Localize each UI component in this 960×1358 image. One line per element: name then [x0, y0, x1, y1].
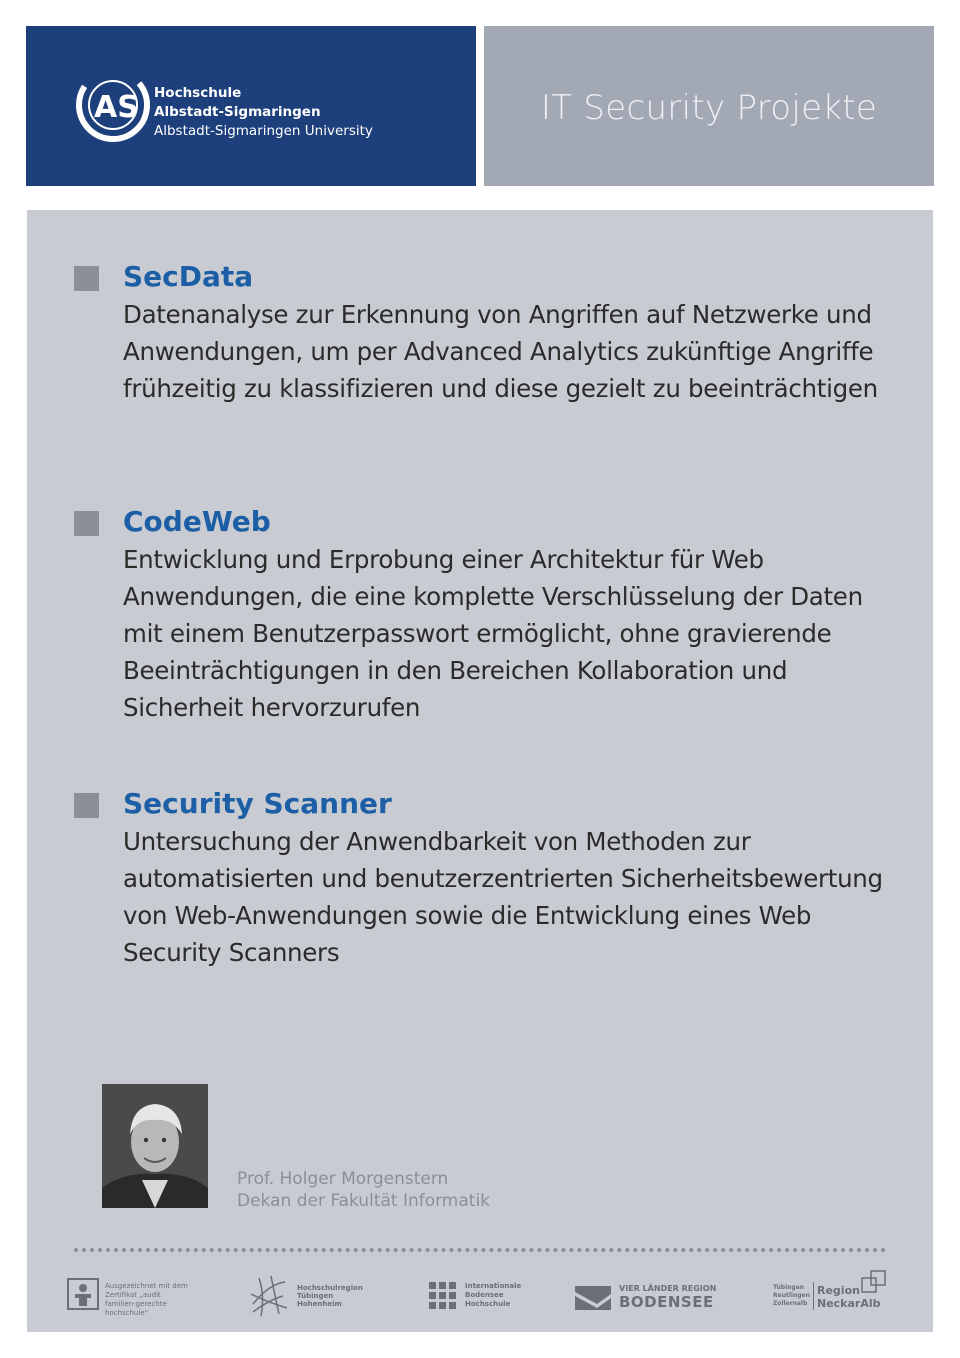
title-banner — [484, 26, 934, 186]
dotted-divider — [74, 1248, 886, 1252]
university-line-1: Hochschule — [154, 85, 242, 101]
neckaralb-divider — [813, 1282, 814, 1310]
university-header — [26, 26, 476, 186]
project-title: Security Scanner — [123, 787, 392, 820]
page-title: IT Security Projekte — [540, 88, 878, 128]
project-description: Untersuchung der Anwendbarkeit von Methoden zur automatisierten und benutzerzentrierten Sicherheitsbewertung von Web-Anwendungen sowie die Entwicklung eines Web Security Scanners — [123, 827, 883, 967]
project-description: Entwicklung und Erprobung einer Architektur für Web Anwendungen, die eine komplette Verschlüsselung der Daten mit einem Benutzerpasswort ermöglicht, ohne gravierende Beeinträchtigungen in den Bereichen Kollaboration und Sicherheit hervorzurufen — [123, 545, 863, 722]
bodensee-big-text: BODENSEE — [619, 1293, 714, 1311]
person-name: Prof. Holger Morgenstern — [237, 1169, 449, 1189]
person-role: Dekan der Fakultät Informatik — [237, 1191, 491, 1211]
person-caption — [237, 1168, 490, 1212]
family-audit-icon — [67, 1278, 99, 1310]
university-logo-icon — [72, 64, 154, 146]
overlapping-squares-icon — [861, 1270, 887, 1296]
bullet-square-icon — [74, 511, 99, 536]
university-name — [154, 84, 373, 141]
network-globe-icon — [249, 1274, 289, 1318]
portrait-photo — [102, 1084, 208, 1208]
grid-squares-icon — [429, 1282, 459, 1310]
university-line-3: Albstadt-Sigmaringen University — [154, 123, 373, 139]
content-panel — [27, 210, 933, 1332]
bodensee-small-text: VIER LÄNDER REGION — [619, 1284, 717, 1293]
bullet-square-icon — [74, 793, 99, 818]
neckaralb-region: Region NeckarAlb — [817, 1284, 881, 1310]
bullet-square-icon — [74, 266, 99, 291]
logo-letters: AS — [94, 90, 139, 125]
project-description: Datenanalyse zur Erkennung von Angriffen auf Netzwerke und Anwendungen, um per Advanced Analytics zukünftige Angriffe frühzeitig zu klassifizieren und diese gezielt zu beeinträchtigen — [123, 300, 878, 403]
audit-text: Ausgezeichnet mit dem Zertifikat „audit familien-gerechte hochschule“ — [105, 1282, 188, 1317]
ibh-text: Internationale Bodensee Hochschule — [465, 1282, 522, 1308]
university-line-2: Albstadt-Sigmaringen — [154, 104, 321, 120]
project-title: CodeWeb — [123, 505, 271, 538]
neckaralb-cities: Tübingen Reutlingen Zollernalb — [773, 1284, 810, 1307]
hochschulregion-text: Hochschulregion Tübingen Hohenheim — [297, 1284, 363, 1308]
lake-wave-icon — [575, 1286, 611, 1310]
project-title: SecData — [123, 260, 254, 293]
